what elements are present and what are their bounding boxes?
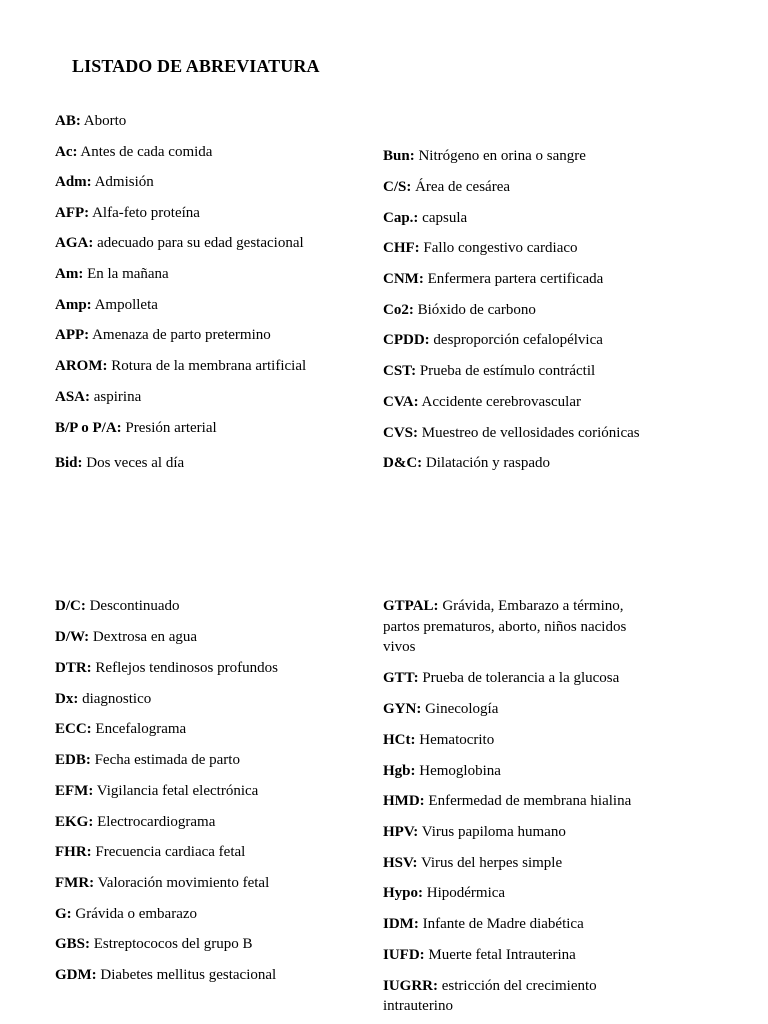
definition: Prueba de tolerancia a la glucosa xyxy=(418,669,620,686)
glossary-entry xyxy=(55,264,169,285)
abbreviation: HSV: xyxy=(383,854,418,871)
definition: Electrocardiograma xyxy=(93,813,216,830)
abbreviation: FHR: xyxy=(55,844,92,860)
definition: Rotura de la membrana artificial xyxy=(107,358,307,374)
glossary-entry xyxy=(383,423,640,444)
abbreviation: EFM: xyxy=(55,782,94,799)
definition: desproporción cefalopélvica xyxy=(429,332,603,348)
glossary-entry xyxy=(55,418,217,439)
abbreviation: GTT: xyxy=(383,669,419,686)
definition: Encefalograma xyxy=(91,721,187,737)
definition: Grávida, Embarazo a término, partos prematuros, aborto, niños nacidos vivos xyxy=(383,598,627,655)
definition: Fallo congestivo cardiaco xyxy=(419,240,578,256)
definition: Virus del herpes simple xyxy=(417,854,563,871)
definition: Nitrógeno en orina o sangre xyxy=(414,148,586,164)
definition: Ginecología xyxy=(421,700,499,717)
definition: Frecuencia cardiaca fetal xyxy=(91,844,246,860)
glossary-entry xyxy=(383,177,510,198)
abbreviation: GYN: xyxy=(383,700,422,717)
abbreviation: DTR: xyxy=(55,659,92,676)
definition: Estreptococos del grupo B xyxy=(90,936,253,952)
abbreviation: B/P o P/A: xyxy=(55,420,122,436)
abbreviation: AB: xyxy=(55,113,81,129)
abbreviation: AROM: xyxy=(55,358,108,374)
glossary-entry xyxy=(55,842,245,863)
glossary-entry xyxy=(383,668,619,689)
abbreviation: Cap.: xyxy=(383,209,419,226)
definition: Infante de Madre diabética xyxy=(418,916,584,932)
abbreviation: APP: xyxy=(55,327,90,343)
abbreviation: AFP: xyxy=(55,204,90,221)
glossary-entry xyxy=(383,730,494,751)
glossary-entry xyxy=(55,627,197,648)
glossary-entry xyxy=(383,761,501,782)
glossary-entry xyxy=(383,883,505,904)
definition: Amenaza de parto pretermino xyxy=(89,327,271,343)
abbreviation: CVA: xyxy=(383,393,419,410)
definition: aspirina xyxy=(90,388,142,405)
glossary-entry xyxy=(55,233,304,254)
glossary-entry xyxy=(383,146,586,167)
glossary-entry xyxy=(55,203,200,224)
abbreviation: Hypo: xyxy=(383,885,424,901)
abbreviation: GDM: xyxy=(55,967,97,983)
abbreviation: FMR: xyxy=(55,874,95,891)
glossary-entry xyxy=(383,791,631,812)
glossary-entry xyxy=(383,976,623,1017)
abbreviation: IUFD: xyxy=(383,946,425,963)
abbreviation: Bid: xyxy=(55,455,83,471)
glossary-entry xyxy=(55,596,180,617)
glossary-entry xyxy=(55,812,215,833)
abbreviation: D/C: xyxy=(55,598,86,614)
definition: Enfermera partera certificada xyxy=(423,271,604,287)
glossary-entry xyxy=(383,914,584,935)
glossary-entry xyxy=(55,689,151,710)
glossary-entry xyxy=(383,853,562,874)
abbreviation: CPDD: xyxy=(383,332,430,348)
definition: Presión arterial xyxy=(121,420,217,436)
abbreviation: CST: xyxy=(383,363,417,379)
abbreviation: D&C: xyxy=(383,455,423,471)
abbreviation: CVS: xyxy=(383,424,419,441)
definition: Descontinuado xyxy=(85,598,180,614)
abbreviation: HPV: xyxy=(383,823,419,840)
definition: En la mañana xyxy=(83,265,169,282)
glossary-entry xyxy=(383,330,603,351)
abbreviation: Am: xyxy=(55,265,84,282)
definition: Hipodérmica xyxy=(423,885,506,901)
definition: Admisión xyxy=(91,174,154,190)
definition: Bióxido de carbono xyxy=(413,301,536,318)
glossary-entry xyxy=(55,325,271,346)
definition: Hemoglobina xyxy=(415,762,501,779)
glossary-entry xyxy=(383,699,498,720)
abbreviation: EKG: xyxy=(55,813,94,830)
glossary-entry xyxy=(55,750,240,771)
definition: Dextrosa en agua xyxy=(89,629,198,645)
abbreviation: IUGRR: xyxy=(383,977,438,994)
glossary-entry xyxy=(55,904,197,925)
abbreviation: CHF: xyxy=(383,240,420,256)
abbreviation: GBS: xyxy=(55,936,91,952)
glossary-entry xyxy=(55,781,258,802)
glossary-entry xyxy=(55,873,269,894)
glossary-entry xyxy=(55,142,212,163)
definition: Área de cesárea xyxy=(411,178,511,195)
glossary-entry xyxy=(383,822,566,843)
definition: Valoración movimiento fetal xyxy=(94,874,270,891)
glossary-entry xyxy=(383,945,576,966)
glossary-entry xyxy=(383,392,581,413)
abbreviation: Co2: xyxy=(383,301,414,318)
abbreviation: Amp: xyxy=(55,296,92,313)
abbreviation: D/W: xyxy=(55,629,90,645)
glossary-entry xyxy=(383,361,595,382)
definition: Alfa-feto proteína xyxy=(89,204,200,221)
definition: diagnostico xyxy=(78,690,152,707)
abbreviation: HCt: xyxy=(383,731,416,748)
definition: Virus papiloma humano xyxy=(418,823,566,840)
abbreviation: Hgb: xyxy=(383,762,416,779)
glossary-entry xyxy=(55,387,141,408)
abbreviation: G: xyxy=(55,905,72,922)
glossary-entry xyxy=(383,453,550,474)
abbreviation: Bun: xyxy=(383,148,415,164)
definition: Enfermedad de membrana hialina xyxy=(424,793,632,809)
definition: Prueba de estímulo contráctil xyxy=(416,363,596,379)
definition: Aborto xyxy=(80,113,127,129)
definition: Muerte fetal Intrauterina xyxy=(424,946,576,963)
abbreviation: Adm: xyxy=(55,174,92,190)
abbreviation: IDM: xyxy=(383,916,419,932)
glossary-entry xyxy=(383,596,645,658)
definition: capsula xyxy=(418,209,468,226)
definition: Hematocrito xyxy=(415,731,495,748)
abbreviation: AGA: xyxy=(55,235,94,251)
abbreviation: HMD: xyxy=(383,793,425,809)
definition: Dos veces al día xyxy=(82,455,185,471)
definition: Muestreo de vellosidades coriónicas xyxy=(418,424,640,441)
glossary-entry xyxy=(383,238,578,259)
abbreviation: EDB: xyxy=(55,752,91,768)
glossary-entry xyxy=(55,172,154,193)
abbreviation: Ac: xyxy=(55,143,78,160)
glossary-entry xyxy=(383,269,603,290)
glossary-entry xyxy=(55,111,126,132)
glossary-entry xyxy=(55,934,252,955)
abbreviation: CNM: xyxy=(383,271,424,287)
glossary-entry xyxy=(55,453,184,474)
document-title: LISTADO DE ABREVIATURA xyxy=(72,56,320,76)
definition: Vigilancia fetal electrónica xyxy=(93,782,259,799)
definition: Dilatación y raspado xyxy=(422,455,551,471)
glossary-entry xyxy=(55,965,276,986)
glossary-entry xyxy=(383,300,536,321)
definition: Antes de cada comida xyxy=(77,143,213,160)
abbreviation: Dx: xyxy=(55,690,79,707)
abbreviation: ECC: xyxy=(55,721,92,737)
glossary-entry xyxy=(55,356,306,377)
definition: estricción del crecimiento intrauterino xyxy=(383,977,597,1014)
glossary-entry xyxy=(55,719,186,740)
definition: Accidente cerebrovascular xyxy=(418,393,581,410)
abbreviation: GTPAL: xyxy=(383,598,439,614)
definition: adecuado para su edad gestacional xyxy=(93,235,304,251)
definition: Fecha estimada de parto xyxy=(90,752,240,768)
definition: Ampolleta xyxy=(91,296,158,313)
glossary-entry xyxy=(55,295,158,316)
definition: Reflejos tendinosos profundos xyxy=(91,659,278,676)
glossary-entry xyxy=(383,208,467,229)
definition: Grávida o embarazo xyxy=(71,905,198,922)
glossary-entry xyxy=(55,658,278,679)
abbreviation: C/S: xyxy=(383,178,412,195)
abbreviation: ASA: xyxy=(55,388,91,405)
definition: Diabetes mellitus gestacional xyxy=(96,967,277,983)
